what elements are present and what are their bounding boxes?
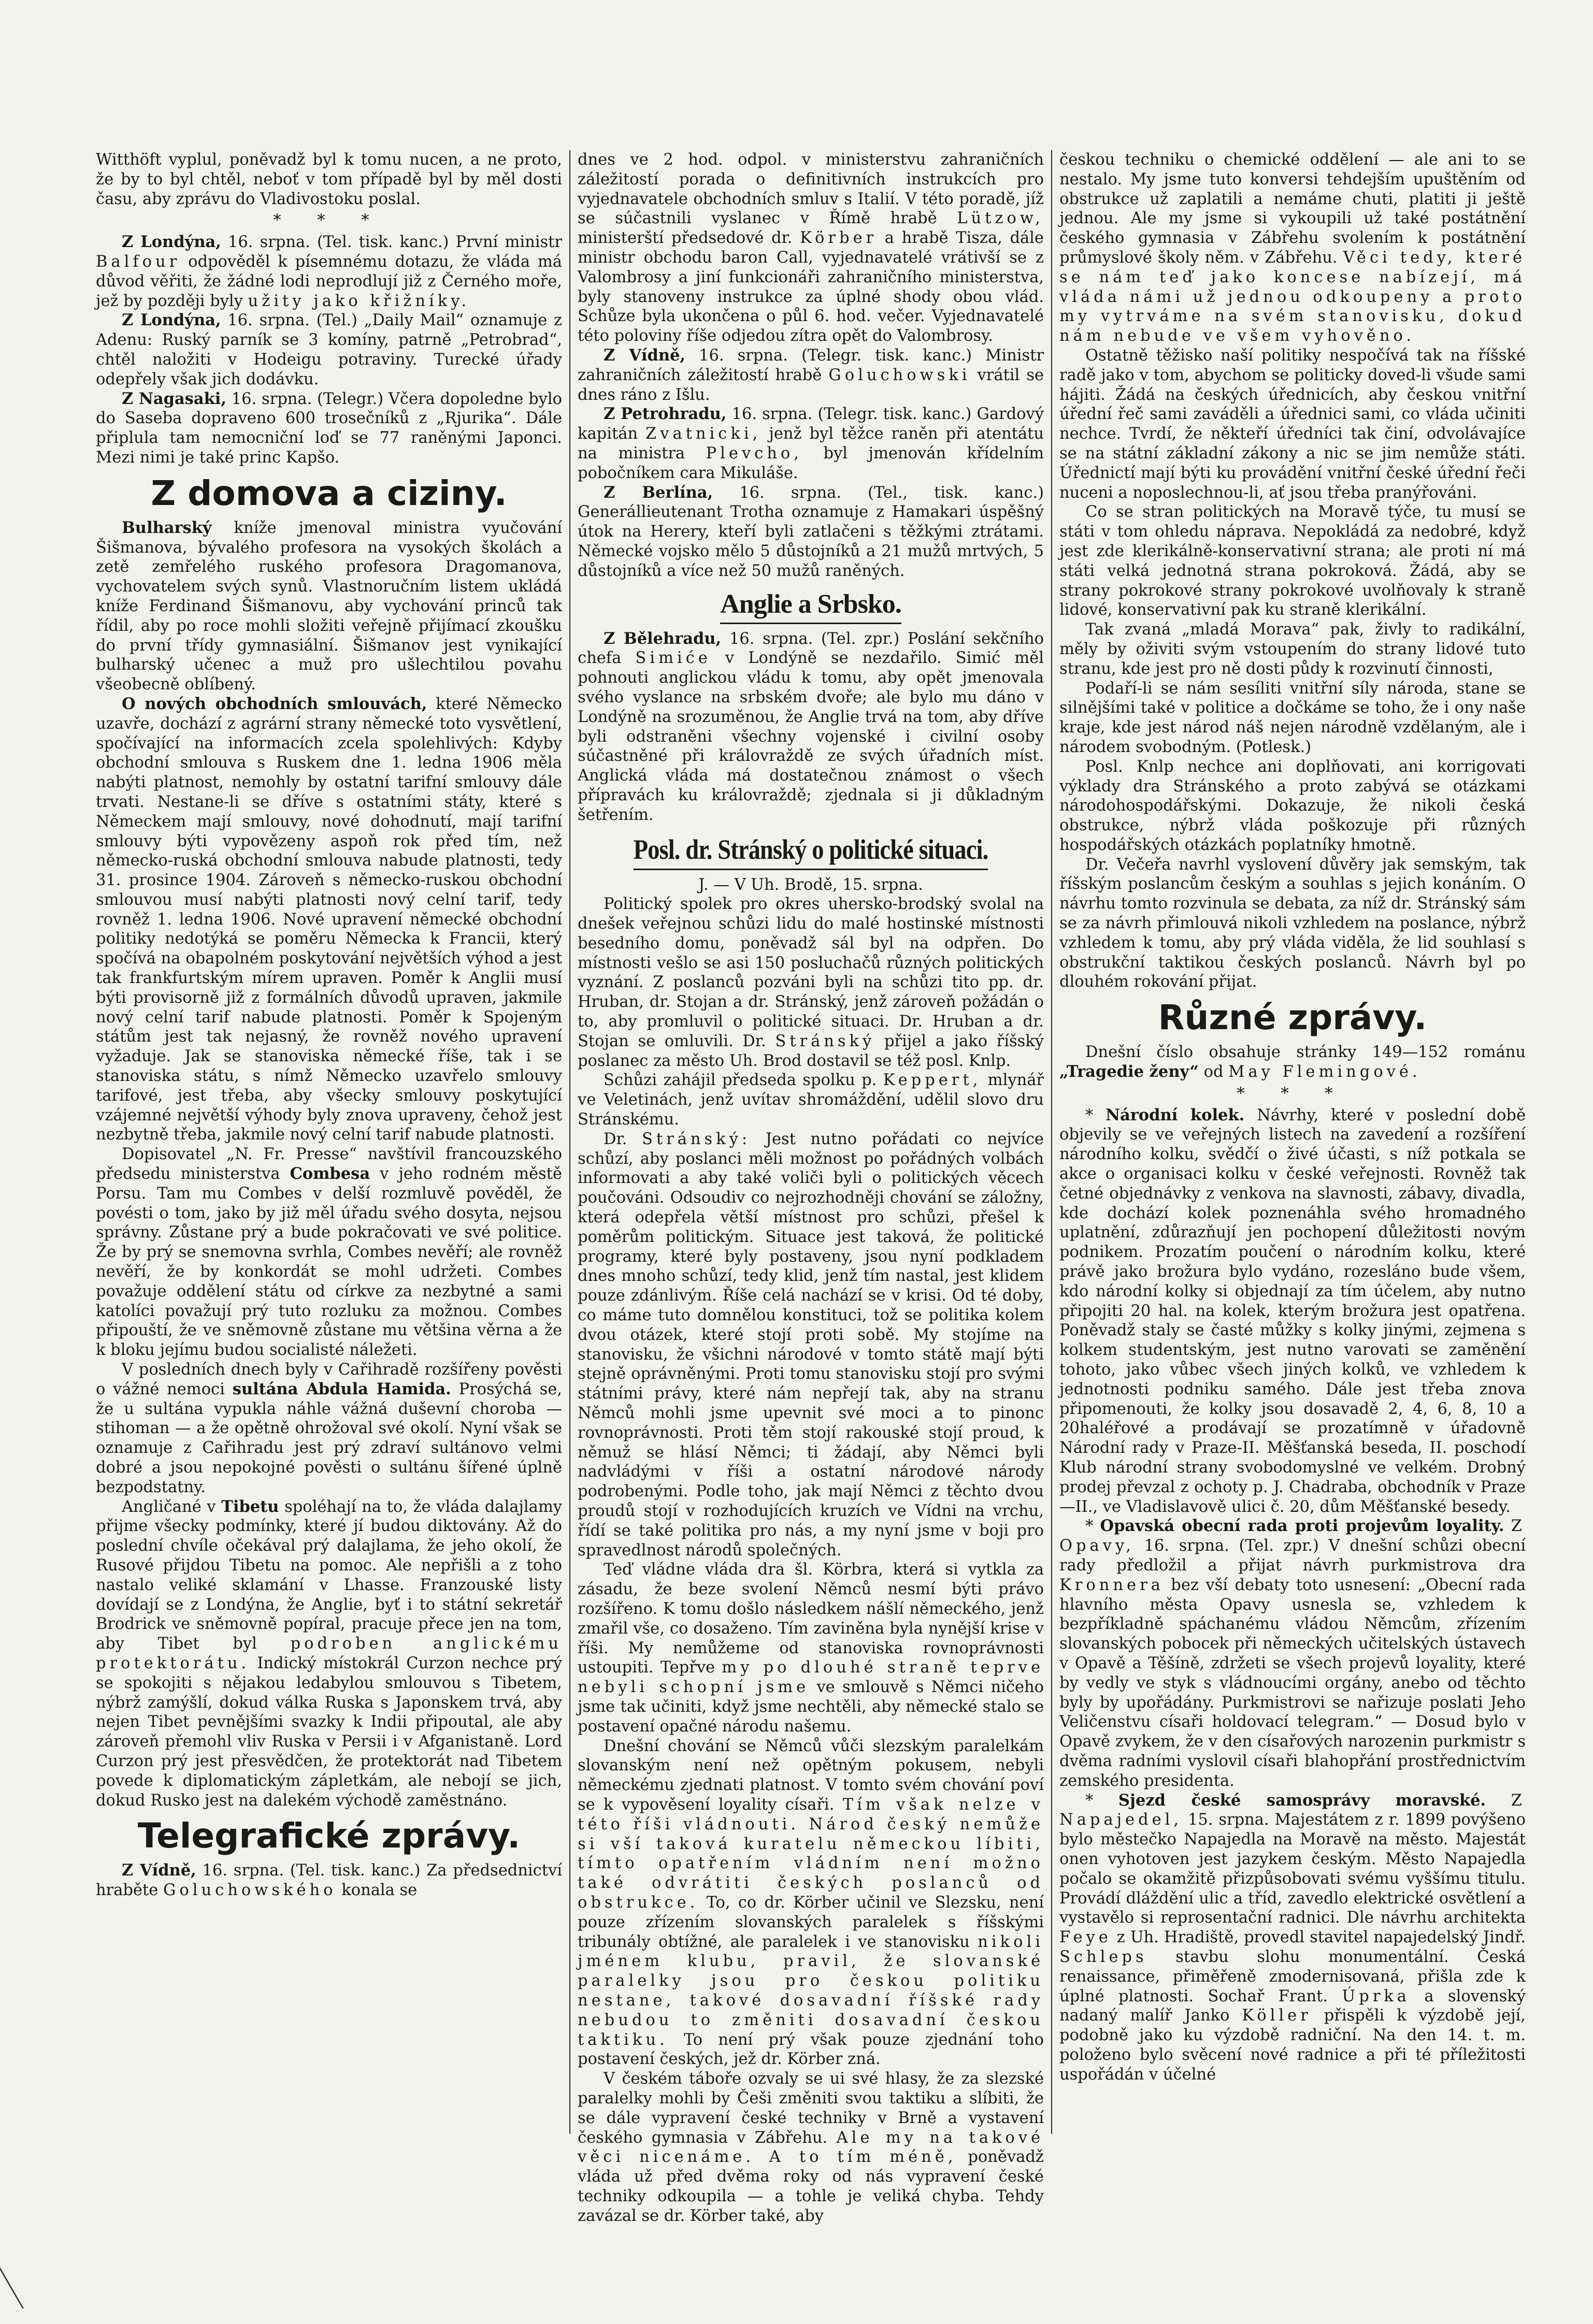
news-item-combes: Dopisovatel „N. Fr. Presse“ navštívil francouzského předsedu ministerstva Combesa v jeho rodném městě Porsu. Tam mu Combes v delší rozmluvě pověděl, že povésti o tom, jako by již měl úřadu svého dosyta, nejsou správny. Zůstane prý a bude pokračovati ve své politice. Že by prý se snemovna svrhla, Combes nevěří; ale rovněž nevěří, že by konkordát se mohl udržeti. Combes považuje oddělení státu od církve za nezbytné a sami katolíci považují prý tuto rozluku za možnou. Combes připouští, že ve sněmovně zůstane mu většina věrna a že k bloku jejímu budou socialisté náležeti. [96, 1145, 562, 1360]
news-item-national-stamp: * Národní kolek. Návrhy, které v poslední době objevily se ve veřejných listech na zavedení a rozšíření národního kolku, svědčí o živé účasti, s níž potkala se akce o organisaci kolku v české veřejnosti. Rovněž tak četné objednávky z venkova na slavnosti, zábavy, divadla, kde dochází kolek poznenáhla svého hromadného uplatnění, zdůrazňují jen pochopení důležitosti novým podnikem. Prozatím poučení o národním kolku, které právě jako brožura bylo vydáno, rozesláno bude všem, kdo národní kolky si objednají za tím účelem, aby nutno připojiti 20 hal. na kolek, kterým brožura jest opatřena. Poněvadž staly se časté můžky s kolky jinými, zejmena s kolkem studentským, jest nutno varovati se zaměnění tohoto, jako vůbec všech jiných kolků, ve vzhledem k jednotnosti podniku samého. Dále jest třeba znova připomenouti, že kolky jsou dosavadě 2, 4, 6, 8, 10 a 20haléřové a prodávají se prozatímně v úřadovně Národní rady v Praze-II. Měšťanská beseda, II. poschodí Klub národní strany svobodomyslné ve velkém. Drobný prodej převzal z ochoty p. J. Chadraba, obchodník v Praze—II., ve Vladislavově ulici č. 20, dům Měšťanské besedy. [1059, 1105, 1526, 1516]
article-paragraph: českou techniku o chemické oddělení — ale ani to se nestalo. My jsme tuto konversi tehdejším upuštěním od obstrukce už zaplatili a nemáme chuti, platiti ji ještě jednou. Ale my jsme si vykoupili už také postátnění českého gymnasia v Zábřehu svolením k postátnění průmyslové školy něm. v Zábřehu. Věci tedy, které se nám teď jako koncese nabízejí, má vláda námi už jednou odkoupeny a proto my vytrváme na svém stanovisku, dokud nám nebude ve všem vyhověno. [1059, 151, 1526, 345]
article-paragraph: Schůzi zahájil předseda spolku p. Keppert, mlynář ve Veletinách, jenž uvítav shromáždění, udělil slovo dru Stránskému. [578, 1071, 1044, 1129]
news-item-nagasaki: Z Nagasaki, 16. srpna. (Telegr.) Včera dopoledne bylo do Saseba dopraveno 600 trosečníků z „Rjurika“. Dále připlula tam nemocniční loď se 77 raněnými Japonci. Mezi nimi je také princ Kapšo. [96, 389, 562, 467]
column-1 [96, 150, 562, 2134]
section-heading-ruzne: Různé zprávy. [1158, 998, 1427, 1038]
page-corner-fold [0, 2267, 55, 2308]
news-item-trade-treaties: O nových obchodních smlouvách, které Německo uzavře, dochází z agrární strany německé toto vysvětlení, spočívající na informacích zcela spolehlivých: Kdyby obchodní smlouva s Ruskem dne 1. ledna 1906 měla nabýti platnost, nemohly by ostatní tarifní smlouvy dále trvati. Nestane-li se dříve s ostatními státy, které s Německem mají smlouvy, nové dohodnutí, mají tarifní smlouvy býti vypovězeny aspoň rok před tím, než německo-ruská obchodní smlouva nabude platnosti, tedy 31. prosince 1904. Zároveň s německo-ruskou obchodní smlouvou musí nabýti platnosti nový celní tarif, tedy rovněž 1. ledna 1906. Nové upravení německé obchodní politiky nedotýká se poměru Německa k Francii, který spočívá na obapolném poskytování největších výhod a jest tak frankfurtským mírem upraven. Poměr k Anglii musí býti provisorně již z formálních důvodů upraven, jakmile nový celní tarif nabude platnosti. Poměr k Spojeným státům jest tak nejasný, že rovněž nového upravení vyžaduje. Jak se stanoviska německé říše, tak i se stanoviska státu, s nímž Německo uzavřelo smlouvy tarifové, jest třeba, aby všecky smlouvy poskytující vzájemné největší výhody byly znova upraveny, čehož jest nezbytně třeba, jakmile nový celní tarif nabude platnosti. [96, 694, 563, 1144]
article-paragraph: Dr. Stránský: Jest nutno pořádati co nejvíce schůzí, aby poslanci měli možnost po pořádných volbách informovati a aby také voliči byli o politických věcech poučováni. Odsoudiv co nejrozhodněji chování se záložny, která odepřela větší místnost pro schůzi, přešel k poměrům politickým. Situace jest taková, že politické programy, které byly postaveny, jsou nyní podkladem dnes mnoho schůzí, tedy klid, jenž tím nastal, jest klidem pouze zdánlivým. Říše celá nachází se v krisi. Od té doby, co máme tuto domnělou konstituci, tož se politika kolem dvou otázek, které stojí proti sobě. My stojíme na stanovisku, že všichni národové v tomto státě mají býti stejně oprávněnými. Proti tomu stanovisku stojí pro svými státními právy, které nám nepřejí tak, aby na stranu Němců mohli jsme upevnit své moci a to pinonc rovnoprávnosti. Proti těm stojí rakouské stojí proud, k němuž se hlásí Němci; ti žádají, aby Němci byli nadvládými v říši a ostatní národové národy podrobenými. Podle toho, jak mají Němci z těchto dvou proudů stojí v rozhodujících kruzích ve Vídni na vrchu, řídí se také politika pro nás, a my nyní jsme v boji pro spravedlnost národů společných. [578, 1130, 1044, 1560]
column-3 [1059, 150, 1526, 2134]
article-paragraph: Politický spolek pro okres uhersko-brodský svolal na dnešek veřejnou schůzi lidu do malé hostinské místnosti besedního domu, poněvadž sál byl na odpřen. Do místnosti vešlo se asi 150 posluchačů různých politických vyznání. Z poslanců pozváni byli na schůzi tito pp. dr. Hruban, dr. Stojan a dr. Stránský, jenž zároveň požádán o to, aby promluvil o politické situaci. Dr. Hruban a dr. Stojan se omluvili. Dr. Stránský přijel a jako říšský poslanec za město Uh. Brod dostavil se též posl. Knlp. [578, 895, 1044, 1070]
news-item-vienna-1-cont: dnes ve 2 hod. odpol. v ministerstvu zahraničních záležitostí porada o definitivních instrukcích pro vyjednavatele obchodních smluv s Italií. V této poradě, jíž se súčastnili vyslanec v Římě hrabě Lützow, ministerští předsedové dr. Körber a hrabě Tisza, dále ministr obchodu baron Call, vyjednavatelé vrátivší se z Valombrosy a jiní funkcionáři zahraničního ministerstva, byly stanoveny instrukce za úplné shody obou vlád. Schůze byla ukončena o půl 6. hod. večer. Vyjednavatelé této poloviny říše odjedou zítra opět do Valombrosy. [578, 151, 1044, 345]
column-2 [578, 150, 1044, 2225]
article-byline: J. — V Uh. Brodě, 15. srpna. [698, 875, 923, 894]
article-paragraph: Tak zvaná „mladá Morava“ pak, živly to radikální, měly by oživiti svým vstoupením do strany lidové tuto stranu, kde jest pro ně dosti půdy k rozvinutí činnosti, [1059, 620, 1526, 678]
news-item-petrograd: Z Petrohradu, 16. srpna. (Telegr. tisk. kanc.) Gardový kapitán Zvatnicki, jenž byl těžce raněn při atentátu na ministra Plevcho, byl jmenován křídelním pobočníkem cara Mikuláše. [578, 405, 1044, 482]
news-item-tibet: Angličané v Tibetu spoléhají na to, že vláda dalajlamy přijme všecky podmínky, které jí budou diktovány. Až do poslední chvíle očekával prý dalajlama, že jeho okolí, že Rusové přijdou Tibetu na pomoc. Ale nepřišli a z toho nastalo veliké sklamání v Lhasse. Franzouské listy dovídají se z Londýna, že Anglie, byť i to státní sekretář Brodrick ve sněmovně popíral, pracuje přece jen na tom, aby Tibet byl podroben anglickému protektorátu. Indický místokrál Curzon nechce prý se spokojiti s nějakou ledabylou smlouvou s Tibetem, nýbrž zamýšlí, dokud válka Ruska s Japonskem trvá, aby nejen Tibet pevnějšími svazky k Indii připoutal, ale aby zároveň přemohl vliv Ruska v Persii i v Afganistaně. Lord Curzon prý jest přesvědčen, že protektorát nad Tibetem povede k diplomatickým zápletkám, ale nebojí se jich, dokud Rusko jest na dalekém východě zaměstnáno. [96, 1497, 562, 1810]
news-item-belgrade: Z Bělehradu, 16. srpna. (Tel. zpr.) Poslání sekčního chefa Simiće v Londýně se nezdařilo. Simić měl pohnouti anglickou vládu k tomu, aby opět jmenovala svého vyslance na srbském dvoře; ale bylo mu dáno v Londýně na srozuměnou, že Anglie trvá na tom, aby dříve byli odstraněni všechny vojenské i civilní osoby súčastněné při královraždě ze svých úřadních míst. Anglická vláda má dostatečnou známost o všech přípravách ku královraždě; zjednala si ji důkladným šetřením. [578, 629, 1044, 824]
news-item-bulgaria: Bulharský kníže jmenoval ministra vyučování Šišmanova, bývalého profesora na vysokých školách a zetě zemřelého ruského profesora Dragomanova, vychovatelem svých synů. Vlastnoručním listem ukládá kníže Ferdinand Šišmanovu, aby vychování princů tak řídil, aby po roce mohli složiti veřejně přijímací zkoušku do první třídy gymnasiální. Šišmanov jest vynikající bulharský učenec a muž pro ušlechtilou povahu všeobecně oblíbený. [96, 518, 563, 694]
article-paragraph: Dnešní chování se Němců vůči slezským paralelkám slovanským není než opětným pokusem, nebyli německému zjednati platnost. V tomto svém chování poví se k vypověsení loyality císaři. Tím však nelze v této říši vládnouti. Národ český nemůže si vší taková kuratelu německou líbiti, tímto opatřením vládním není možno také odvrátiti českých poslanců od obstrukce. To, co dr. Körber učinil ve Slezsku, není pouze zřízením slovanských paralelek s říšskými tribunály obtížné, ale paralelek i ve stanovisku nikoli jménem klubu, pravil, že slovanské paralelky jsou pro českou politiku nestane, takové dosavadní říšské rady nebudou to změniti dosavadní českou taktiku. To není prý však pouze zjednání toho postavení českých, jež dr. Körber zná. [578, 1737, 1044, 2069]
news-item-vienna-1: Z Vídně, 16. srpna. (Tel. tisk. kanc.) Za předsednictví hraběte Goluchowského konala se [96, 1861, 562, 1900]
section-heading-stransky: Posl. dr. Stránský o politické situaci. [610, 832, 1011, 870]
article-paragraph: Podaří-li se nám sesíliti vnitřní síly národa, stane se silnějšími také v politice a dočkáme se toho, že i ony naše kraje, kde jest národ náš nejen národně vzdělaným, ale i národem svobodným. (Potlesk.) [1059, 679, 1526, 756]
news-item-london-2: Z Londýna, 16. srpna. (Tel.) „Daily Mail“ oznamuje z Adenu: Ruský parník se 3 komíny, patrně „Petrobrad“, chtěl naložiti v Hodeigu potraviny. Turecké úřady odepřely však jich dodávku. [96, 311, 562, 388]
article-paragraph: Posl. Knlp nechce ani doplňovati, ani korrigovati výklady dra Stránského a proto zabývá se otázkami národohospodářskými. Dokazuje, že nikoli česká obstrukce, nýbrž vláda poškozuje při různých hospodářských otázkách poplatníky hmotně. [1059, 757, 1526, 854]
article-paragraph: Dr. Večeřa navrhl vyslovení důvěry jak semským, tak říšským poslancům českým a souhlas s jejich konáním. O návrhu tomto rozvinula se debata, za níž dr. Stránský sám se za návrh přimlouvá nikoli vzhledem na poslance, nýbrž vzhledem k tomu, aby prý vláda viděla, že lid souhlasí s obstrukční taktikou českých poslanců. Návrh byl po dlouhém rokování přijat. [1059, 855, 1526, 991]
article-paragraph: V českém táboře ozvaly se ui své hlasy, že za slezské paralelky mohli by Češi změniti svou taktiku a slíbiti, že se dále vypravení české techniky v Brně a vystavení českého gymnasia v Zábřehu. Ale my na takové věci nicenáme. A to tím méně, poněvadž vláda už před dvěma roky od nás vypravení české techniky odkoupila — a tohle je veliká chyba. Tehdy zavázal se dr. Körber také, aby [578, 2070, 1044, 2225]
paragraph: Witthöft vyplul, poněvadž byl k tomu nucen, a ne proto, že by to byl chtěl, neboť v tom případě byl by měl dosti času, aby zprávu do Vladivostoku poslal. [96, 151, 562, 208]
article-paragraph: Teď vládne vláda dra šl. Körbra, která si vytkla za zásadu, že beze svolení Němců nesmí býti právo rozšířeno. K tomu došlo následkem nášlí německého, jenž zmařil vše, co dosaženo. Tím zaviněna byla nynější krise v říši. My nemůžeme od stanoviska rovnoprávnosti ustoupiti. Tepřve my po dlouhé straně teprve nebyli schopní jsme ve smlouvě s Němci ničeho jsme tak učiniti, když jsme nechtěli, aby německé stalo se postavení opačné národu našemu. [578, 1561, 1044, 1736]
newspaper-page [96, 150, 1526, 2248]
article-paragraph: Ostatně těžisko naší politiky nespočívá tak na říšské radě jako v tom, abychom se politicky doved-li všude sami hájiti. Žádá na českých úřednicích, aby českou vnitřní úřední řeč sami zaváděli a úřednici sami, co vláda učiniti nechce. Tvrdí, že někteří úředníci tak činí, odvolávajíce se na státní základní zákony a nic se jim nemůže státi. Úřednictí mají býti ku provádění vnitřní české úřední řeči nuceni a noposlechnou-li, ať jsou třeba pranýřováni. [1059, 346, 1526, 502]
section-heading-anglie: Anglie a Srbsko. [578, 588, 1044, 624]
section-heading-domova: Z domova a ciziny. [151, 473, 507, 513]
news-item-london-1: Z Londýna, 16. srpna. (Tel. tisk. kanc.) První ministr Balfour odpověděl k písemnému dotazu, že vláda má důvod věřiti, že žádné lodi neprodlují již z Černého moře, jež by později byly užity jako křižníky. [96, 233, 562, 310]
news-item-berlin: Z Berlína, 16. srpna. (Tel., tisk. kanc.) Generállieutenant Trotha oznamuje z Hamakari úspěšný útok na Herery, kteří byli zatlačeni s těžkými ztrátami. Německé vojsko mělo 5 důstojníků a 21 mužů mrtvých, 5 důstojníků a více než 50 mužů raněných. [578, 483, 1044, 580]
section-divider-stars: * * * [273, 211, 385, 230]
news-item-opava: * Opavská obecní rada proti projevům loyality. Z Opavy, 16. srpna. (Tel. zpr.) V dnešní schůzi obecní rady předložil a přijat návrh purkmistrova dra Kronnera bez vší debaty toto usnesení: „Obecní rada hlavního města Opavy usnesla se, vzhledem k bezpříkladně spáchanému vládou Němcům, zřízením slovanských pobocek při německých učitelských ústavech v Opavě a Těšíně, zdržeti se všech projevů loyality, které by vedly ve styk s vládnoucími orgány, anebo od těchto byly by upořádány. Purkmistrovi se nařizuje poslati Jeho Veličenstvu císaři holdovací telegram.“ — Dosud bylo v Opavě zvykem, že v den císařových narozenin purkmistr s dvěma radními vyslovil císaři blahopřání prostřednictvím zemského presidenta. [1059, 1517, 1526, 1790]
column-rule [569, 150, 570, 2134]
news-item-novel: Dnešní číslo obsahuje stránky 149—152 románu „Tragedie ženy“ od May Flemingové. [1059, 1043, 1526, 1081]
news-item-sultan: V posledních dnech byly v Cařihradě rozšířeny pověsti o vážné nemoci sultána Abdula Hamida. Prosýchá se, že u sultána vypukla náhle vážná duševní choroba — stihoman — a že opětně ohrožoval své okolí. Nyní však se oznamuje z Cařihradu jest prý zdraví sultánovo velmi dobré a jsou nepokojné pověsti o sultánu šířené úplně bezpodstatny. [96, 1361, 563, 1496]
article-paragraph: Co se stran politických na Moravě týče, tu musí se státi v tom ohledu náprava. Nepokládá za nedobré, když jest zde klerikálně-konservativní strana; ale proti ní má státi velká jednotná strana pokroková. Žádá, aby se strany pokrokové strany pokrokové uvolňovaly k straně lidové, konservativní pak ku straně klerikální. [1059, 503, 1526, 619]
section-heading-telegraf: Telegrafické zprávy. [137, 1816, 521, 1856]
column-rule [1051, 150, 1052, 2134]
section-divider-stars: * * * [1237, 1084, 1348, 1103]
news-item-vienna-2: Z Vídně, 16. srpna. (Telegr. tisk. kanc.) Ministr zahraničních záležitostí hrabě Goluchowski vrátil se dnes ráno z Išlu. [578, 345, 1044, 404]
news-item-napajedla: * Sjezd české samosprávy moravské. Z Napajedel, 15. srpna. Majestátem z r. 1899 povýšeno bylo městečko Napajedla na Moravě na město. Majestát onen vyhotoven jest jazykem českým. Město Napajedla počalo se okamžitě přizpůsobovati svému vyššímu titulu. Provádí dláždění ulic a tříd, zavedlo elektrické osvětlení a vystavělo si reprosentační radnici. Dle návrhu architekta Feye z Uh. Hradiště, provedl stavitel napajedelský Jindř. Schleps stavbu slohu monumentální. Česká renaissance, přiměřeně zmodernisovaná, přišla zde k úplné platnosti. Sochař Frant. Úprka a slovenský nadaný malíř Janko Köller přispěli k výzdobě její, podobně jako ku výzdobě radniční. Na den 14. t. m. položeno bylo svěcení nové radnice a při té příležitosti uspořádán v účelné [1059, 1791, 1526, 2084]
